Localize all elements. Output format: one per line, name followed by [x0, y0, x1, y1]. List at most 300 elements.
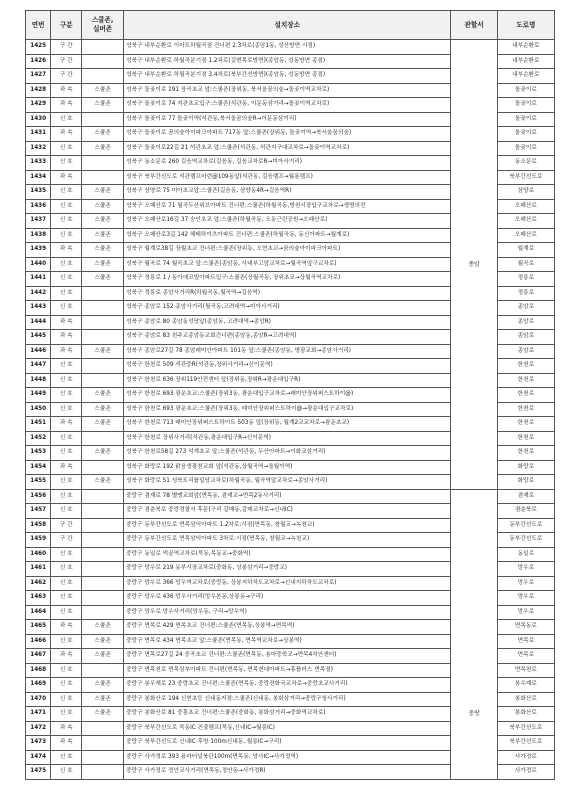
row-category: 신 호 — [51, 562, 82, 577]
row-category: 신 호 — [51, 605, 82, 620]
row-zone: 스쿨존 — [82, 199, 124, 214]
header-zone: 스쿨존, 실버존 — [82, 11, 124, 40]
table-row — [26, 736, 555, 751]
row-serial: 1452 — [26, 431, 51, 446]
table-row — [26, 649, 555, 664]
row-category: 구 간 — [51, 69, 82, 84]
row-police-station — [451, 605, 497, 620]
row-road-name: 돌곶이로 — [497, 83, 554, 98]
table-row — [26, 431, 555, 446]
row-location: 성북구 정릉로 1 / 동아에코빌아파트입구:스쿨존(상월곡동, 장위초교→상월곡역교차로) — [124, 272, 451, 287]
row-police-station — [451, 98, 497, 113]
table-row — [26, 373, 555, 388]
row-zone — [82, 750, 124, 765]
row-serial: 1470 — [26, 692, 51, 707]
row-zone: 스쿨존 — [82, 83, 124, 98]
header-location: 설치장소 — [124, 11, 451, 40]
row-road-name: 동부간선도로 — [497, 518, 554, 533]
row-zone — [82, 591, 124, 606]
row-serial: 1463 — [26, 591, 51, 606]
row-police-station — [451, 156, 497, 171]
row-location: 성북구 종암로 152 종암사거리(월곡동,고려대역→미아사거리) — [124, 301, 451, 316]
row-category: 과 속 — [51, 721, 82, 736]
row-zone: 스쿨존 — [82, 243, 124, 258]
row-serial: 1473 — [26, 736, 51, 751]
row-police-station — [451, 112, 497, 127]
row-category: 과 속 — [51, 620, 82, 635]
row-road-name: 망우로 — [497, 562, 554, 577]
row-category: 신 호 — [51, 475, 82, 490]
row-category: 신 호 — [51, 591, 82, 606]
row-zone — [82, 489, 124, 504]
row-police-station — [451, 170, 497, 185]
row-road-name: 한천로 — [497, 388, 554, 403]
row-police-station — [451, 141, 497, 156]
row-zone: 스쿨존 — [82, 214, 124, 229]
row-police-station — [451, 533, 497, 548]
row-serial: 1455 — [26, 475, 51, 490]
row-police-station — [451, 301, 497, 316]
row-police-station — [451, 228, 497, 243]
row-road-name: 한천로 — [497, 402, 554, 417]
header-category: 구분 — [51, 11, 82, 40]
row-location: 중랑구 면목로 429 면목초교 건너편:스쿨존(면목동,상봉역→면목역) — [124, 620, 451, 635]
row-road-name: 사가정로 — [497, 765, 554, 780]
row-location: 중랑구 겸재로 78 별맹교회앞(면목동, 겸재교→면목2동사거리) — [124, 489, 451, 504]
row-police-station — [451, 663, 497, 678]
row-category: 신 호 — [51, 156, 82, 171]
table-row — [26, 721, 555, 736]
row-category: 신 호 — [51, 663, 82, 678]
row-serial: 1446 — [26, 344, 51, 359]
table-row — [26, 678, 555, 693]
row-road-name: 삼양로 — [497, 185, 554, 200]
row-road-name: 동부간선도로 — [497, 533, 554, 548]
table-row — [26, 69, 555, 84]
row-zone — [82, 359, 124, 374]
row-zone: 스쿨존 — [82, 402, 124, 417]
table-row — [26, 692, 555, 707]
row-road-name: 돌곶이로 — [497, 141, 554, 156]
row-road-name: 종암로 — [497, 301, 554, 316]
row-category: 과 속 — [51, 98, 82, 113]
row-location: 성북구 화랑로 51 성북트리플밀당교차로(하월곡동, 월곡역앞교차로→종암사거리) — [124, 475, 451, 490]
row-police-station — [451, 199, 497, 214]
row-road-name: 한천로 — [497, 373, 554, 388]
row-serial: 1440 — [26, 257, 51, 272]
row-police-station — [451, 475, 497, 490]
row-police-station — [451, 417, 497, 432]
row-category: 신 호 — [51, 185, 82, 200]
row-category: 과 속 — [51, 344, 82, 359]
row-serial: 1426 — [26, 54, 51, 69]
row-zone — [82, 460, 124, 475]
table-header-row — [26, 11, 555, 40]
row-zone: 스쿨존 — [82, 344, 124, 359]
row-police-station — [451, 40, 497, 55]
row-serial: 1437 — [26, 214, 51, 229]
row-zone — [82, 605, 124, 620]
row-category: 구 간 — [51, 54, 82, 69]
table-row — [26, 214, 555, 229]
table-row — [26, 562, 555, 577]
row-category: 신 호 — [51, 257, 82, 272]
row-police-station — [451, 446, 497, 461]
row-location: 성북구 내부순환로 이마트하월곡점 건너편 2.3차로(종암1동, 성산방면 시점) — [124, 40, 451, 55]
row-serial: 1465 — [26, 620, 51, 635]
table-row — [26, 605, 555, 620]
row-police-station: 중랑 — [451, 707, 497, 722]
row-category: 신 호 — [51, 431, 82, 446]
row-road-name: 종암로 — [497, 330, 554, 345]
row-location: 중랑구 면목로 434 면목초교 앞:스쿨존(면목동, 면목역교차로→상봉역) — [124, 634, 451, 649]
row-police-station — [451, 286, 497, 301]
row-police-station — [451, 214, 497, 229]
row-road-name: 월계로 — [497, 243, 554, 258]
row-police-station — [451, 504, 497, 519]
row-location: 성북구 종암로27길 78 종암래미안아파트 101동 앞:스쿨존(종암동, 명광교회→종암사거리) — [124, 344, 451, 359]
row-road-name: 오패산로 — [497, 214, 554, 229]
row-location: 중랑구 면목로27길 24 중곡초교 건너편:스쿨존(면목동, 용마중학교→면목4치안센터) — [124, 649, 451, 664]
table-row — [26, 707, 555, 722]
table-row — [26, 533, 555, 548]
row-location: 중랑구 겸춘북로 중랑경찰서 후문(구리 갈매동,갈매교차로→신내IC) — [124, 504, 451, 519]
row-zone — [82, 330, 124, 345]
row-road-name: 동일로 — [497, 547, 554, 562]
row-road-name: 내부순환로 — [497, 69, 554, 84]
row-road-name: 정릉로 — [497, 286, 554, 301]
row-road-name: 망우로 — [497, 591, 554, 606]
table-row — [26, 170, 555, 185]
row-police-station — [451, 185, 497, 200]
row-serial: 1456 — [26, 489, 51, 504]
row-serial: 1471 — [26, 707, 51, 722]
row-zone — [82, 40, 124, 55]
row-police-station — [451, 431, 497, 446]
row-serial: 1461 — [26, 562, 51, 577]
row-serial: 1448 — [26, 373, 51, 388]
row-location: 성북구 정릉로 종암사거리R(하월곡동,월곡역→길음역) — [124, 286, 451, 301]
row-road-name: 동소문로 — [497, 156, 554, 171]
row-location: 성북구 월곡로 74 월곡초교 앞:스쿨존(종암동, 사대부고앞교차로→월곡역앞구교차로) — [124, 257, 451, 272]
header-road-name: 도로명 — [497, 11, 554, 40]
row-road-name: 사가정로 — [497, 750, 554, 765]
row-zone — [82, 547, 124, 562]
row-road-name: 종암로 — [497, 344, 554, 359]
row-serial: 1464 — [26, 605, 51, 620]
row-police-station — [451, 649, 497, 664]
row-zone: 스쿨존 — [82, 678, 124, 693]
table-row — [26, 634, 555, 649]
row-category: 신 호 — [51, 388, 82, 403]
row-category: 구 간 — [51, 533, 82, 548]
row-zone: 스쿨존 — [82, 620, 124, 635]
row-serial: 1431 — [26, 127, 51, 142]
row-zone: 스쿨존 — [82, 127, 124, 142]
row-road-name: 종암로 — [497, 315, 554, 330]
row-category: 신 호 — [51, 402, 82, 417]
row-category: 신 호 — [51, 707, 82, 722]
row-road-name: 망우로 — [497, 605, 554, 620]
row-category: 과 속 — [51, 243, 82, 258]
row-road-name: 내부순환로 — [497, 40, 554, 55]
row-police-station — [451, 402, 497, 417]
row-serial: 1445 — [26, 330, 51, 345]
row-serial: 1468 — [26, 663, 51, 678]
row-serial: 1457 — [26, 504, 51, 519]
row-zone: 스쿨존 — [82, 417, 124, 432]
row-location: 성북구 내부순환로 하월곡분기점 3.4차로(북부간선방면)(종암동, 성동방면 종점) — [124, 69, 451, 84]
row-road-name: 면목로 — [497, 634, 554, 649]
row-zone: 스쿨존 — [82, 649, 124, 664]
row-category: 신 호 — [51, 576, 82, 591]
row-serial: 1450 — [26, 402, 51, 417]
row-serial: 1439 — [26, 243, 51, 258]
row-category: 신 호 — [51, 228, 82, 243]
table-row — [26, 388, 555, 403]
row-category: 신 호 — [51, 359, 82, 374]
table-row — [26, 446, 555, 461]
row-category: 과 속 — [51, 127, 82, 142]
row-serial: 1427 — [26, 69, 51, 84]
row-zone: 스쿨존 — [82, 707, 124, 722]
row-location: 중랑구 봉화산로 194 신현초등 신내동지점:스쿨존(신내동, 봉화삼거리→중랑구청사거리) — [124, 692, 451, 707]
row-zone — [82, 736, 124, 751]
table-row — [26, 460, 555, 475]
row-location: 성북구 한천로 636 장위119안전센터 앞(장위동,장위R→광운대입구R) — [124, 373, 451, 388]
row-zone: 스쿨존 — [82, 475, 124, 490]
row-zone — [82, 576, 124, 591]
header-police-station: 관할서 — [451, 11, 497, 40]
row-police-station — [451, 127, 497, 142]
row-serial: 1447 — [26, 359, 51, 374]
header-serial: 연번 — [26, 11, 51, 40]
row-serial: 1451 — [26, 417, 51, 432]
row-zone — [82, 721, 124, 736]
row-police-station — [451, 765, 497, 780]
row-police-station — [451, 620, 497, 635]
row-category: 과 속 — [51, 417, 82, 432]
table-row — [26, 228, 555, 243]
row-police-station — [451, 69, 497, 84]
row-zone — [82, 301, 124, 316]
table-row — [26, 141, 555, 156]
row-location: 성북구 돌곶이로 77 돌곶이역(석관동,북서울꿈의숲R→이문동삼거리) — [124, 112, 451, 127]
row-serial: 1469 — [26, 678, 51, 693]
row-serial: 1438 — [26, 228, 51, 243]
row-police-station — [451, 576, 497, 591]
table-row — [26, 359, 555, 374]
row-location: 성북구 종암로 83 천주교종암동교회건너편(종암동,종암R→고려대역) — [124, 330, 451, 345]
row-location: 성북구 오패산로16길 37 숭인초교 앞:스쿨존(하월곡동, 오동근린공원→오패산로) — [124, 214, 451, 229]
row-serial: 1444 — [26, 315, 51, 330]
row-zone — [82, 431, 124, 446]
row-zone — [82, 315, 124, 330]
row-location: 성북구 월계로38길 장월초교 건너편:스쿨존(장위동, 오현초교→꿈의숲아이파크아파트) — [124, 243, 451, 258]
table-row — [26, 504, 555, 519]
row-category: 구 간 — [51, 518, 82, 533]
row-category: 신 호 — [51, 272, 82, 287]
row-zone — [82, 170, 124, 185]
row-category: 신 호 — [51, 446, 82, 461]
row-serial: 1466 — [26, 634, 51, 649]
row-road-name: 겸춘북로 — [497, 504, 554, 519]
row-serial: 1460 — [26, 547, 51, 562]
row-category: 과 속 — [51, 170, 82, 185]
table-row — [26, 243, 555, 258]
row-zone — [82, 504, 124, 519]
table-row — [26, 663, 555, 678]
row-police-station — [451, 562, 497, 577]
row-location: 성북구 삼양로 75 미아초교앞:스쿨존(길음동, 삼양동4R→길음역R) — [124, 185, 451, 200]
row-category: 신 호 — [51, 199, 82, 214]
row-location: 중랑구 동부간선도로 면목삼익아파트 3차로:시점(면목동, 창월교→녹천교) — [124, 533, 451, 548]
table-row — [26, 315, 555, 330]
row-category: 구 간 — [51, 40, 82, 55]
table-row — [26, 185, 555, 200]
table-row — [26, 750, 555, 765]
row-location: 중랑구 사가정로 393 용마터널북단100m(면목동, 망사IC→사가정역) — [124, 750, 451, 765]
row-category: 과 속 — [51, 83, 82, 98]
row-zone: 스쿨존 — [82, 141, 124, 156]
row-category: 신 호 — [51, 301, 82, 316]
table-row — [26, 156, 555, 171]
row-road-name: 면목로 — [497, 649, 554, 664]
table-row — [26, 54, 555, 69]
row-location: 성북구 종암로 80 종암동성당앞(종암동, 고려대역→종암R) — [124, 315, 451, 330]
row-location: 성북구 오패산로3길 142 해태하이츠아파트 건너편:스쿨존(하월곡동, 동신아파트→월계로) — [124, 228, 451, 243]
row-police-station — [451, 678, 497, 693]
row-category: 신 호 — [51, 141, 82, 156]
row-road-name: 오패산로 — [497, 228, 554, 243]
row-location: 성북구 한천로 693 광운초교:스쿨존(장위3동, 광운대입구교차로→래미안장위퍼스트하이@) — [124, 388, 451, 403]
row-road-name: 북부간선도로 — [497, 170, 554, 185]
row-zone — [82, 663, 124, 678]
row-category: 과 속 — [51, 330, 82, 345]
row-serial: 1474 — [26, 750, 51, 765]
row-location: 중랑구 망우로 436 망우사거리(망우본동,상봉동→구리) — [124, 591, 451, 606]
row-serial: 1443 — [26, 301, 51, 316]
row-location: 성북구 돌곶이로 74 석관초교입구:스쿨존(석관동, 이문동삼거리→돌곶이역교차로) — [124, 98, 451, 113]
row-location: 성북구 한천로 713 래미안장위퍼스트하이트 503동 앞(장위동, 월계2교교차로→광운초교) — [124, 417, 451, 432]
row-zone: 스쿨존 — [82, 388, 124, 403]
row-road-name: 한천로 — [497, 431, 554, 446]
row-location: 중랑구 동일로 먹골역교차로(묵동,목동교→중화역) — [124, 547, 451, 562]
table-row — [26, 402, 555, 417]
table-row — [26, 83, 555, 98]
row-serial: 1475 — [26, 765, 51, 780]
row-road-name: 봉우재로 — [497, 678, 554, 693]
row-location: 중랑구 동부간선도로 면목삼익아파트 1.2차로:시점(면목동, 창월교→녹천교) — [124, 518, 451, 533]
row-serial: 1459 — [26, 533, 51, 548]
row-police-station — [451, 243, 497, 258]
row-road-name: 월곡로 — [497, 257, 554, 272]
table-row — [26, 591, 555, 606]
enforcement-camera-table — [25, 10, 555, 780]
table-row — [26, 620, 555, 635]
row-location: 성북구 한천로 509 석관중R(석관동,장위사거리→신이문역) — [124, 359, 451, 374]
row-location: 성북구 내부순환로 하월곡분기점 1.2차로(길변목로방면)(종암동, 성동방면 종점) — [124, 54, 451, 69]
row-police-station — [451, 460, 497, 475]
row-police-station — [451, 692, 497, 707]
table-row — [26, 199, 555, 214]
row-police-station — [451, 750, 497, 765]
row-location: 성북구 동소문로 260 길음역교차로(길음동, 길음교차로R→미아사거리) — [124, 156, 451, 171]
row-zone — [82, 69, 124, 84]
row-location: 성북구 화랑로 192 맑음생광천교회 앞(석관동,상월곡역→돌월이역) — [124, 460, 451, 475]
table-row — [26, 257, 555, 272]
row-zone — [82, 518, 124, 533]
row-road-name: 한천로 — [497, 446, 554, 461]
row-category: 신 호 — [51, 214, 82, 229]
row-location: 성북구 한천로 장위사거리(석관동,광운대입구R→신이문역) — [124, 431, 451, 446]
row-category: 신 호 — [51, 504, 82, 519]
row-serial: 1425 — [26, 40, 51, 55]
table-row — [26, 475, 555, 490]
row-police-station — [451, 272, 497, 287]
row-road-name: 화랑로 — [497, 475, 554, 490]
row-serial: 1449 — [26, 388, 51, 403]
table-row — [26, 330, 555, 345]
row-zone: 스쿨존 — [82, 257, 124, 272]
row-category: 과 속 — [51, 460, 82, 475]
row-zone: 스쿨존 — [82, 272, 124, 287]
row-serial: 1435 — [26, 185, 51, 200]
row-zone — [82, 54, 124, 69]
row-police-station — [451, 83, 497, 98]
row-location: 성북구 한천로58길 273 석계초교 앞:스쿨존(석관동, 두산아파트→이화교삼거리) — [124, 446, 451, 461]
row-road-name: 봉화산로 — [497, 707, 554, 722]
row-road-name: 오패산로 — [497, 199, 554, 214]
table-row — [26, 98, 555, 113]
row-location: 중랑구 봉화산로 81 중흥초교 건너편:스쿨존(중화동, 봉화삼거리→중화역교차로) — [124, 707, 451, 722]
row-police-station — [451, 547, 497, 562]
row-location: 성북구 오패산로 71 월곡두산위브아파트 건너편:스쿨존(하월곡동,방천시장입구교차로→생명의전 — [124, 199, 451, 214]
row-serial: 1454 — [26, 460, 51, 475]
row-serial: 1433 — [26, 156, 51, 171]
row-zone: 스쿨존 — [82, 446, 124, 461]
row-road-name: 봉화산로 — [497, 692, 554, 707]
row-location: 중랑구 망우로 366 망우역교차로(중랑동, 상봉지하차도교차로→신내지하차도교차로) — [124, 576, 451, 591]
row-location: 성북구 한천로 693 광운초교:스쿨존(장위3동, 래미안장위퍼스트하이@→광운대입구교차로) — [124, 402, 451, 417]
table-row — [26, 127, 555, 142]
row-police-station: 종암 — [451, 257, 497, 272]
row-zone — [82, 286, 124, 301]
table-row — [26, 286, 555, 301]
table-row — [26, 272, 555, 287]
row-location: 중랑구 망우로 219 동부시장교차로(중화동, 상봉삼거리→중랑교) — [124, 562, 451, 577]
row-zone: 스쿨존 — [82, 98, 124, 113]
row-location: 중랑구 망우로 망우사거리(망우동, 구리→망우역) — [124, 605, 451, 620]
table-row — [26, 576, 555, 591]
row-zone — [82, 112, 124, 127]
row-zone: 스쿨존 — [82, 692, 124, 707]
row-serial: 1428 — [26, 83, 51, 98]
row-category: 신 호 — [51, 692, 82, 707]
row-serial: 1441 — [26, 272, 51, 287]
table-row — [26, 301, 555, 316]
row-location: 중랑구 북부간선도로 묵동IC 진출램프(묵동,신내IC→월릉IC) — [124, 721, 451, 736]
row-road-name: 돌곶이로 — [497, 98, 554, 113]
row-road-name: 정릉로 — [497, 272, 554, 287]
table-row — [26, 547, 555, 562]
row-road-name: 화랑로 — [497, 460, 554, 475]
row-category: 신 호 — [51, 634, 82, 649]
table-row — [26, 417, 555, 432]
table-row — [26, 112, 555, 127]
row-location: 성북구 북부간선도로 석관램프마련@109동앞(석관동, 길음램프→월롱램프) — [124, 170, 451, 185]
row-police-station — [451, 736, 497, 751]
